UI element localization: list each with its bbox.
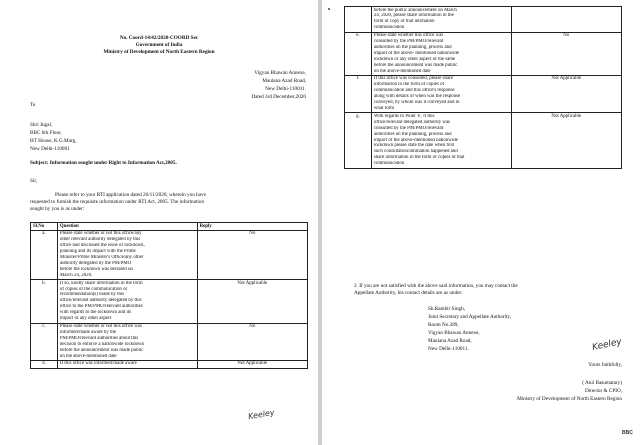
question-line: consulted by the PM/PMO/relevant	[373, 125, 444, 131]
question-line: on the above-mentioned date	[373, 68, 431, 74]
question-line: communication	[373, 161, 405, 167]
question-line: on the above-mentioned date	[59, 353, 117, 359]
question-line: Minister/Prime Minister's Office/any other	[59, 255, 144, 261]
row-question	[57, 323, 197, 360]
question-line: conveyed, by whom was it conveyed and in	[373, 100, 460, 106]
table-row	[345, 32, 622, 75]
question-line: planning and its impact with the Prime	[59, 249, 136, 255]
header-question: Question	[57, 223, 197, 231]
question-line: before the lockdown was declared on	[59, 266, 133, 272]
authority-line-2: Joint Secretary and Appellate Authority,	[428, 314, 512, 320]
row-reply: Not Applicable	[511, 75, 621, 112]
rti-table-left	[30, 222, 308, 369]
header-reply: Reply	[197, 223, 307, 231]
question-line: decision to enforce a nationwide lockdown	[59, 341, 144, 347]
row-number: c.	[31, 323, 58, 360]
body-line-3: sought by you is as under:	[30, 206, 85, 212]
header-slno: Sl.No	[31, 223, 58, 231]
row-question	[371, 7, 511, 33]
row-number: d.	[31, 360, 58, 368]
row-number: e.	[345, 32, 372, 75]
question-line: impact of the above-mentioned nationwide	[373, 137, 458, 143]
question-line: lockdown please state the date when first	[373, 143, 455, 149]
address-line-2: Maulana Azad Road,	[262, 78, 306, 84]
government-name: Government of India	[135, 42, 183, 48]
question-line: before the announcement was made public	[373, 62, 458, 68]
row-number: f.	[345, 75, 372, 112]
recipient-line-4: New Delhi-110001	[30, 146, 70, 152]
body-line-2: requested to furnish the requisite information under RTI Act, 2005. The information	[30, 199, 205, 205]
question-line: If this office was consulted, please share	[373, 76, 453, 82]
question-line: share information in the form of copies of that	[373, 155, 465, 161]
authority-line-3: Room No.389,	[428, 322, 459, 328]
row-question	[57, 280, 197, 323]
signatory-name: ( Atul Basumatary)	[582, 380, 622, 386]
row-reply: Not Applicable	[197, 280, 307, 323]
row-number	[345, 7, 372, 33]
question-line: authorities on the planning, process and	[373, 44, 452, 50]
table-row	[31, 280, 308, 323]
question-line: PM/PMO/relevant authorities about this	[59, 335, 139, 341]
table-row	[31, 360, 308, 368]
question-line: of copies of the communication or	[59, 286, 128, 292]
question-line: before the public announcement on March	[373, 7, 457, 13]
row-reply: Not Applicable	[511, 113, 621, 168]
row-number: g.	[345, 113, 372, 168]
question-line: what form	[373, 106, 395, 111]
question-line: such consultation/intimation happened and	[373, 149, 458, 155]
authority-line-6: New Delhi-110011.	[428, 346, 469, 352]
corner-mark: BBC	[622, 430, 633, 436]
signatory-organisation: Ministry of Development of North Eastern Region	[517, 396, 622, 402]
table-header-row	[31, 223, 308, 231]
question-line: With regards to Point 'e', if this	[373, 113, 435, 119]
salutation: Sir,	[30, 178, 38, 184]
ministry-name: Ministry of Development of North Eastern Region	[103, 49, 215, 55]
row-reply: No	[511, 32, 621, 75]
appeal-line-1: 2. If you are not satisfied with the above said information, you may contact the	[354, 283, 518, 289]
rti-table-right	[344, 6, 622, 169]
address-line-3: New Delhi-110011.	[265, 86, 306, 92]
question-line: impact of the above- mentioned nationwide	[373, 50, 460, 56]
authority-line-1: Sh.Rambir Singh,	[428, 306, 466, 312]
row-number: a.	[31, 230, 58, 279]
question-line: informed/made aware by the	[59, 329, 117, 335]
authority-line-4: Vigyan Bhawan Annexe,	[428, 330, 480, 336]
row-question	[371, 32, 511, 75]
scan-mark	[328, 8, 330, 10]
row-question	[57, 230, 197, 279]
row-reply: No	[197, 230, 307, 279]
row-reply	[511, 7, 621, 33]
table-row	[345, 113, 622, 168]
question-line: with regards to the lockdown and its	[59, 310, 132, 316]
subject-line: Subject: Information sought under Right to Information Act,2005.	[30, 160, 177, 166]
address-line-1: Vigyan Bhawan Annexe,	[254, 70, 306, 76]
signature-right: Keeley	[591, 336, 623, 354]
body-line-1: Please refer to your RTI application dated 26/11/2020, wherein you have	[55, 192, 206, 198]
question-line: office/relevant delegated authority was	[373, 119, 450, 125]
letter-date: Dated 3rd December,2020	[251, 94, 306, 100]
question-line: office to the PM/PMO/relevant authorities	[59, 304, 143, 310]
question-line: If this office was informed/made aware	[59, 361, 137, 367]
question-line: impact or any other aspect	[59, 316, 112, 322]
question-line: Please state whether this office was	[373, 33, 444, 39]
to-label: To	[30, 102, 36, 108]
recipient-line-3: HT House, K.G.Marg,	[30, 138, 77, 144]
question-line: Please state whether or not this office/any	[59, 231, 142, 237]
authority-line-5: Maulana Azad Road,	[428, 338, 472, 344]
row-question	[371, 113, 511, 168]
right-page	[322, 0, 640, 445]
question-line: before the announcement was made public	[59, 347, 144, 353]
recipient-line-2: BBC 6th Floor,	[30, 130, 62, 136]
question-line: office had discussed the issue of lockdown,	[59, 243, 145, 249]
row-reply: No	[197, 323, 307, 360]
question-line: form of copy of that intimation	[373, 19, 435, 25]
row-question	[57, 360, 197, 368]
question-line: communication	[373, 25, 405, 31]
question-line: recommendation(s) made by this	[59, 292, 125, 298]
question-line: 24, 2020, please share information in the	[373, 13, 454, 19]
question-line: Please state whether or not this office was	[59, 324, 142, 329]
recipient-line-1: Shri Jugal,	[30, 122, 53, 128]
table-row	[345, 75, 622, 112]
left-page	[0, 0, 318, 445]
question-line: If so, kindly share information in the form	[59, 280, 143, 286]
row-number: b.	[31, 280, 58, 323]
row-question	[371, 75, 511, 112]
question-line: office/relevant authority delegated by this	[59, 298, 142, 304]
question-line: lockdown or any other aspect of the same	[373, 56, 456, 62]
yours-faithfully: Yours faithfully,	[588, 362, 622, 368]
question-line: March 24, 2020.	[59, 272, 93, 278]
table-row	[345, 7, 622, 33]
question-line: along with details of when was the response	[373, 94, 461, 100]
reference-number: No. Coord-14/42/2020-COORD Sec	[119, 35, 199, 41]
question-line: information in the form of copies of	[373, 82, 445, 88]
table-row	[31, 323, 308, 360]
question-line: other relevant authority delegated by this	[59, 237, 141, 243]
question-line: consulted by the PM/PMO/relevant	[373, 39, 444, 45]
appeal-line-2: Appellate Authority, his contact details are as under:	[354, 290, 463, 296]
signature-left: Keeley	[247, 407, 276, 422]
table-row	[31, 230, 308, 279]
signatory-designation: Director & CPIO,	[584, 388, 622, 394]
question-line: authorities on the planning, process and	[373, 131, 452, 137]
row-reply: Not Applicable	[197, 360, 307, 368]
question-line: communication and this office's response	[373, 88, 455, 94]
question-line: authority delegated by the PM/PMO	[59, 260, 132, 266]
